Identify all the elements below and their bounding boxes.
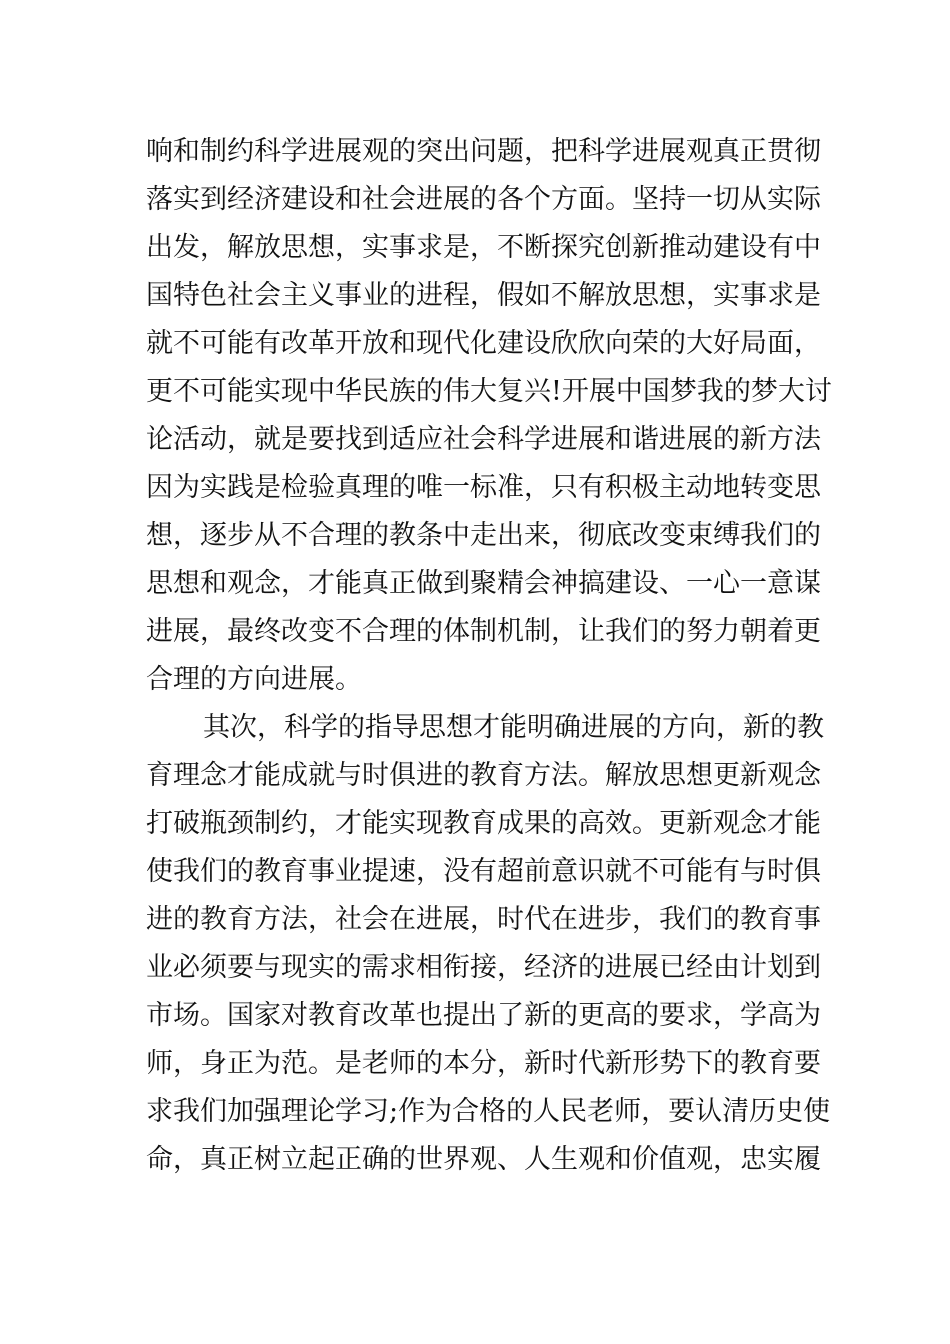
text-line: 国特色社会主义事业的进程，假如不解放思想，实事求是 <box>146 280 821 311</box>
text-line: 合理的方向进展。 <box>146 664 362 695</box>
text-line: 师，身正为范。是老师的本分，新时代新形势下的教育要 <box>146 1048 821 1079</box>
text-line: 出发，解放思想，实事求是，不断探究创新推动建设有中 <box>146 232 821 263</box>
text-line: 论活动，就是要找到适应社会科学进展和谐进展的新方法 <box>146 424 821 455</box>
text-line: 业必须要与现实的需求相衔接，经济的进展已经由计划到 <box>146 952 821 983</box>
text-line: 打破瓶颈制约，才能实现教育成果的高效。更新观念才能 <box>146 808 821 839</box>
text-line: 市场。国家对教育改革也提出了新的更高的要求，学高为 <box>146 1000 821 1031</box>
text-line: 进展，最终改变不合理的体制机制，让我们的努力朝着更 <box>146 616 821 647</box>
paragraph-first-line: 其次，科学的指导思想才能明确进展的方向，新的教 <box>203 712 824 743</box>
text-line: 想，逐步从不合理的教条中走出来，彻底改变束缚我们的 <box>146 520 821 551</box>
text-line: 育理念才能成就与时俱进的教育方法。解放思想更新观念 <box>146 760 821 791</box>
text-line: 落实到经济建设和社会进展的各个方面。坚持一切从实际 <box>146 184 821 215</box>
text-line: 因为实践是检验真理的唯一标准，只有积极主动地转变思 <box>146 472 821 503</box>
text-line: 响和制约科学进展观的突出问题，把科学进展观真正贯彻 <box>146 136 821 167</box>
text-line: 求我们加强理论学习;作为合格的人民老师，要认清历史使 <box>146 1096 831 1127</box>
text-line: 命，真正树立起正确的世界观、人生观和价值观，忠实履 <box>146 1144 821 1175</box>
text-line: 思想和观念，才能真正做到聚精会神搞建设、一心一意谋 <box>146 568 821 599</box>
text-line: 更不可能实现中华民族的伟大复兴!开展中国梦我的梦大讨 <box>146 376 832 407</box>
text-line: 就不可能有改革开放和现代化建设欣欣向荣的大好局面， <box>146 328 821 359</box>
text-line: 进的教育方法，社会在进展，时代在进步，我们的教育事 <box>146 904 821 935</box>
text-line: 使我们的教育事业提速，没有超前意识就不可能有与时俱 <box>146 856 821 887</box>
